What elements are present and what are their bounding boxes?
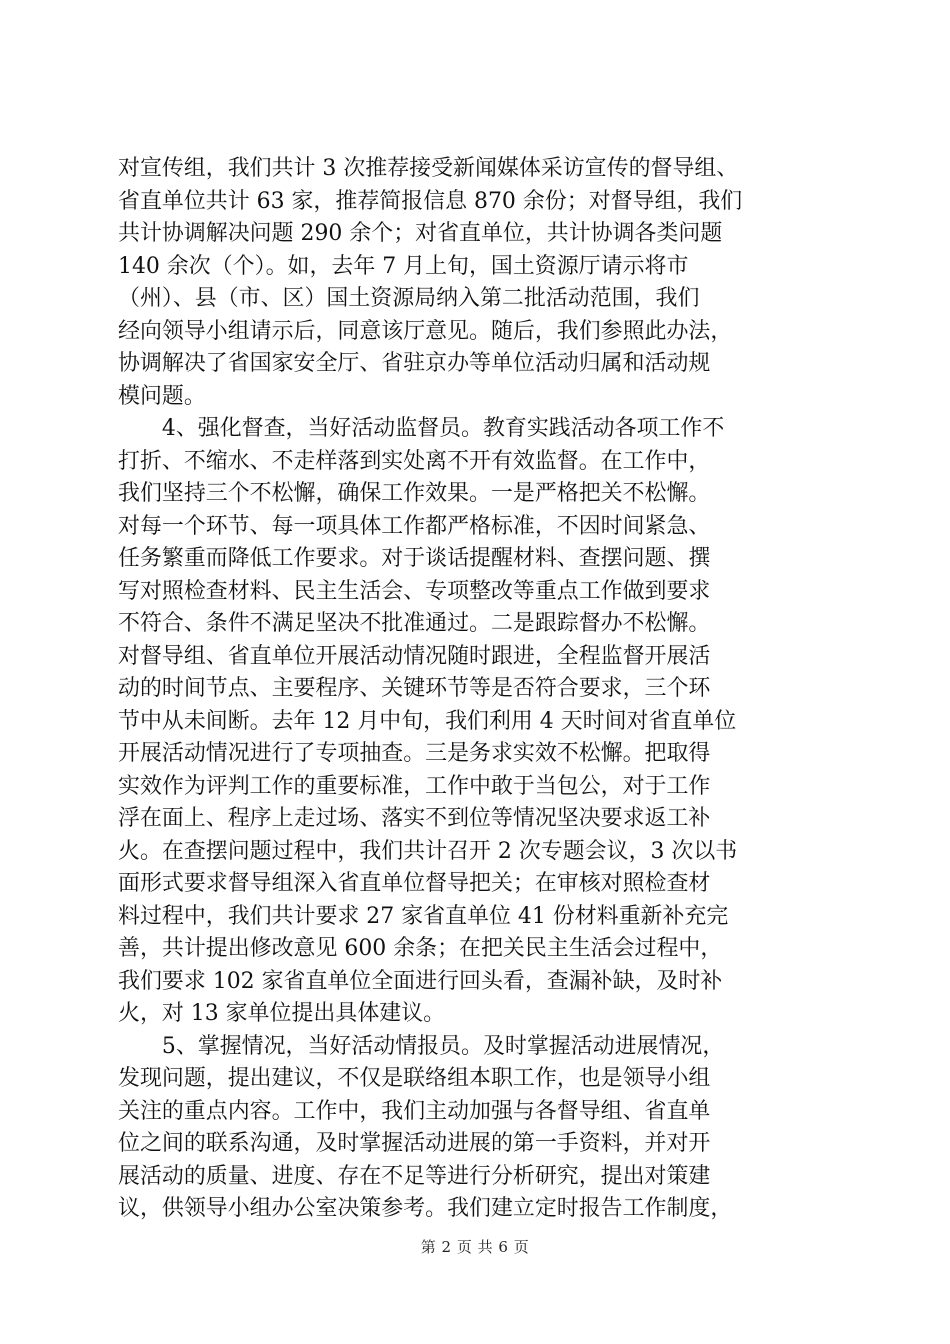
text-line: 展活动的质量、进度、存在不足等进行分析研究，提出对策建 xyxy=(118,1163,711,1189)
text-line: 关注的重点内容。工作中，我们主动加强与各督导组、省直单 xyxy=(118,1098,711,1124)
text-line: 省直单位共计 63 家，推荐简报信息 870 余份；对督导组，我们 xyxy=(118,188,743,214)
text-line: 5、掌握情况，当好活动情报员。及时掌握活动进展情况， xyxy=(118,1033,725,1059)
text-line: 我们坚持三个不松懈，确保工作效果。一是严格把关不松懈。 xyxy=(118,481,711,506)
text-line: 对宣传组，我们共计 3 次推荐接受新闻媒体采访宣传的督导组、 xyxy=(118,156,739,181)
text-line: 火，对 13 家单位提出具体建议。 xyxy=(118,1001,446,1026)
text-line: 模问题。 xyxy=(118,383,206,409)
text-line: 对督导组、省直单位开展活动情况随时跟进，全程监督开展活 xyxy=(118,643,711,669)
text-line: 共计协调解决问题 290 余个；对省直单位，共计协调各类问题 xyxy=(118,221,723,246)
body-text xyxy=(118,153,838,1226)
page-footer: 第 2 页 共 6 页 xyxy=(420,1238,530,1256)
text-line: 经向领导小组请示后，同意该厅意见。随后，我们参照此办法， xyxy=(118,318,733,344)
text-line: （州）、县（市、区）国土资源局纳入第二批活动范围，我们 xyxy=(118,286,700,311)
text-line: 不符合、条件不满足坚决不批准通过。二是跟踪督办不松懈。 xyxy=(118,611,711,636)
text-line: 实效作为评判工作的重要标准，工作中敢于当包公，对于工作 xyxy=(118,773,711,799)
text-line: 善，共计提出修改意见 600 余条；在把关民主生活会过程中， xyxy=(118,936,723,961)
text-line: 动的时间节点、主要程序、关键环节等是否符合要求，三个环 xyxy=(118,676,711,701)
text-line: 任务繁重而降低工作要求。对于谈话提醒材料、查摆问题、撰 xyxy=(118,546,711,571)
text-line: 料过程中，我们共计要求 27 家省直单位 41 份材料重新补充完 xyxy=(118,903,729,929)
text-line: 协调解决了省国家安全厅、省驻京办等单位活动归属和活动规 xyxy=(118,351,711,376)
text-line: 火。在查摆问题过程中，我们共计召开 2 次专题会议，3 次以书 xyxy=(118,838,738,864)
text-line: 浮在面上、程序上走过场、落实不到位等情况坚决要求返工补 xyxy=(118,806,711,831)
text-line: 议，供领导小组办公室决策参考。我们建立定时报告工作制度， xyxy=(118,1196,733,1221)
text-line: 开展活动情况进行了专项抽查。三是务求实效不松懈。把取得 xyxy=(118,741,711,766)
text-line: 节中从未间断。去年 12 月中旬，我们利用 4 天时间对省直单位 xyxy=(118,708,737,734)
text-line: 发现问题，提出建议，不仅是联络组本职工作，也是领导小组 xyxy=(118,1066,711,1091)
text-line: 写对照检查材料、民主生活会、专项整改等重点工作做到要求 xyxy=(118,578,711,604)
text-line: 140 余次（个）。如，去年 7 月上旬，国土资源厅请示将市 xyxy=(118,253,689,279)
text-line: 4、强化督查，当好活动监督员。教育实践活动各项工作不 xyxy=(118,416,725,441)
text-line: 面形式要求督导组深入省直单位督导把关；在审核对照检查材 xyxy=(118,871,711,896)
text-line: 对每一个环节、每一项具体工作都严格标准，不因时间紧急、 xyxy=(118,513,711,539)
text-line: 我们要求 102 家省直单位全面进行回头看，查漏补缺，及时补 xyxy=(118,968,723,994)
text-line: 位之间的联系沟通，及时掌握活动进展的第一手资料，并对开 xyxy=(118,1131,711,1156)
text-line: 打折、不缩水、不走样落到实处离不开有效监督。在工作中， xyxy=(118,448,711,474)
